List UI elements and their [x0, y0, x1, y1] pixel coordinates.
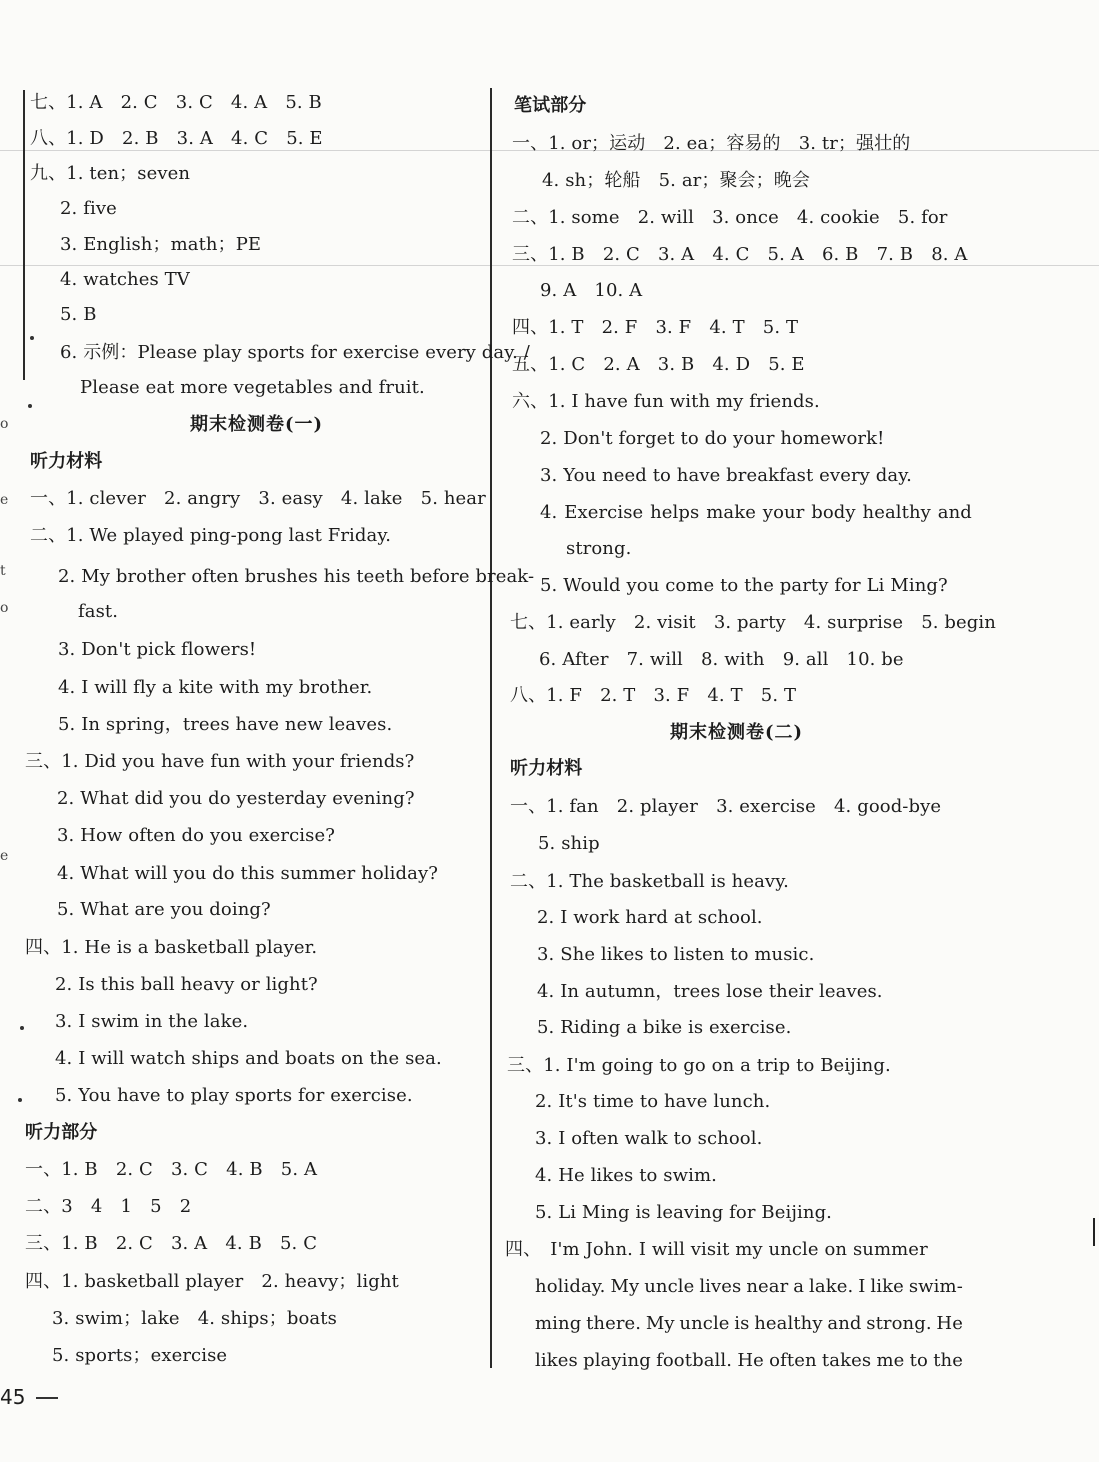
answer-line: 3. She likes to listen to music. [537, 944, 815, 965]
answer-line: 五、1. C 2. A 3. B 4. D 5. E [512, 354, 805, 375]
answer-line: 六、1. I have fun with my friends. [512, 391, 820, 412]
answer-line: 四、 I'm John. I will visit my uncle on summer [505, 1239, 928, 1260]
word: helps [650, 502, 700, 523]
scan-dot [20, 1026, 24, 1030]
answer-line: 4. sh；轮船 5. ar；聚会；晚会 [542, 170, 810, 191]
answer-line: 2. It's time to have lunch. [535, 1091, 771, 1112]
answer-line: 3. Don't pick flowers! [58, 639, 257, 660]
answer-line: 4. He likes to swim. [535, 1165, 717, 1186]
margin-letter: o [0, 600, 9, 616]
word: likes [535, 1350, 578, 1371]
word: and [827, 1313, 862, 1334]
answer-line: 三、1. B 2. C 3. A 4. B 5. C [25, 1233, 318, 1254]
answer-line: 3. I swim in the lake. [55, 1011, 249, 1032]
answer-line: 9. A 10. A [540, 280, 643, 301]
word: My [645, 1313, 675, 1334]
answer-line: 5. Riding a bike is exercise. [537, 1017, 792, 1038]
subsection-title: 听力材料 [30, 451, 103, 472]
answer-line: 四、1. T 2. F 3. F 4. T 5. T [512, 317, 799, 338]
answer-line [535, 1349, 963, 1373]
word: takes [821, 1350, 872, 1371]
answer-line: 三、1. B 2. C 3. A 4. C 5. A 6. B 7. B 8. A [512, 244, 968, 265]
answer-line: 4. In autumn，trees lose their leaves. [537, 981, 883, 1002]
page-number-dash [36, 1397, 58, 1399]
answer-line: 5. ship [538, 833, 600, 854]
word: make [706, 502, 756, 523]
answer-line: 2. I work hard at school. [537, 907, 763, 928]
answer-line: 6. 示例：Please play sports for exercise every day. / [60, 342, 530, 363]
margin-letter: e [0, 492, 9, 508]
answer-line: 4. I will fly a kite with my brother. [58, 677, 373, 698]
word: strong. [866, 1313, 932, 1334]
word: I [858, 1276, 866, 1297]
word: the [933, 1350, 963, 1371]
answer-line: 2. five [60, 198, 117, 219]
margin-letter: o [0, 416, 9, 432]
answer-line: 八、1. F 2. T 3. F 4. T 5. T [510, 685, 797, 706]
answer-line: 2. Don't forget to do your homework! [540, 428, 885, 449]
answer-line: 八、1. D 2. B 3. A 4. C 5. E [30, 128, 323, 149]
answer-line: 3. English；math；PE [60, 234, 262, 255]
word: your [762, 502, 805, 523]
answer-line: 一、1. fan 2. player 3. exercise 4. good-bye [510, 796, 942, 817]
answer-line [535, 1275, 963, 1299]
answer-line: 5. In spring，trees have new leaves. [58, 714, 393, 735]
subsection-title: 听力部分 [25, 1122, 98, 1143]
answer-line: 一、1. clever 2. angry 3. easy 4. lake 5. hear [30, 488, 486, 509]
answer-line: 3. swim；lake 4. ships；boats [52, 1308, 337, 1329]
answer-line: fast. [78, 601, 119, 622]
word: 4. [540, 502, 558, 523]
column-divider [490, 88, 492, 1368]
word: uncle [679, 1313, 730, 1334]
right-edge-mark [1093, 1218, 1095, 1246]
answer-line: 6. After 7. will 8. with 9. all 10. be [539, 649, 904, 670]
answer-line: 4. What will you do this summer holiday? [57, 863, 438, 884]
word: is [734, 1313, 750, 1334]
answer-line: 3. I often walk to school. [535, 1128, 763, 1149]
word: and [937, 502, 972, 523]
answer-line: 2. Is this ball heavy or light? [55, 974, 318, 995]
word: me [876, 1350, 905, 1371]
answer-line: 4. I will watch ships and boats on the sea. [55, 1048, 442, 1069]
answer-line: 5. sports；exercise [52, 1345, 228, 1366]
answer-line: 二、3 4 1 5 2 [25, 1196, 192, 1217]
answer-line: 5. Would you come to the party for Li Ming? [540, 575, 948, 596]
word: He [936, 1313, 963, 1334]
word: near [746, 1276, 789, 1297]
word: healthy [862, 502, 931, 523]
word: My [610, 1276, 640, 1297]
word: He [737, 1350, 764, 1371]
answer-line: 二、1. We played ping-pong last Friday. [30, 525, 392, 546]
word: ming [535, 1313, 582, 1334]
subsection-title: 笔试部分 [514, 95, 587, 116]
scan-dot [30, 336, 34, 340]
margin-letter: e [0, 848, 9, 864]
section-heading: 期末检测卷(一) [190, 414, 324, 435]
answer-line: 2. What did you do yesterday evening? [57, 788, 415, 809]
word: body [811, 502, 856, 523]
word: lives [699, 1276, 742, 1297]
word: uncle [644, 1276, 695, 1297]
answer-line [535, 1312, 963, 1336]
scan-dot [28, 404, 32, 408]
answer-line: 三、1. I'm going to go on a trip to Beijing. [507, 1055, 891, 1076]
answer-line: Please eat more vegetables and fruit. [80, 377, 425, 398]
word: to [909, 1350, 928, 1371]
left-column-rule [23, 90, 25, 380]
word: a [793, 1276, 805, 1297]
answer-line: 3. You need to have breakfast every day. [540, 465, 912, 486]
answer-line: 二、1. some 2. will 3. once 4. cookie 5. for [512, 207, 948, 228]
margin-letter: t [0, 563, 6, 579]
word: Exercise [564, 502, 644, 523]
subsection-title: 听力材料 [510, 758, 583, 779]
answer-line [540, 501, 972, 525]
answer-line: 四、1. He is a basketball player. [25, 937, 318, 958]
answer-line: 5. B [60, 304, 97, 325]
word: football. [656, 1350, 733, 1371]
word: like [870, 1276, 904, 1297]
answer-line: 5. What are you doing? [57, 899, 271, 920]
answer-line: 七、1. early 2. visit 3. party 4. surprise 5. begin [510, 612, 996, 633]
answer-line: strong. [566, 538, 632, 559]
answer-line: 四、1. basketball player 2. heavy；light [25, 1271, 399, 1292]
answer-line: 九、1. ten；seven [30, 163, 191, 184]
answer-line: 5. You have to play sports for exercise. [55, 1085, 413, 1106]
answer-line: 三、1. Did you have fun with your friends? [25, 751, 415, 772]
word: swim- [908, 1276, 963, 1297]
word: playing [583, 1350, 651, 1371]
section-heading: 期末检测卷(二) [670, 722, 804, 743]
answer-line: 二、1. The basketball is heavy. [510, 871, 789, 892]
answer-line: 七、1. A 2. C 3. C 4. A 5. B [30, 92, 322, 113]
answer-line: 5. Li Ming is leaving for Beijing. [535, 1202, 833, 1223]
answer-line: 4. watches TV [60, 269, 190, 290]
word: healthy [754, 1313, 823, 1334]
word: often [769, 1350, 817, 1371]
page-number: 45 [0, 1385, 26, 1409]
scan-dot [18, 1098, 22, 1102]
word: holiday. [535, 1276, 606, 1297]
answer-line: 一、1. or；运动 2. ea；容易的 3. tr；强壮的 [512, 133, 911, 154]
word: lake. [809, 1276, 854, 1297]
answer-line: 2. My brother often brushes his teeth before break- [58, 566, 535, 587]
answer-line: 3. How often do you exercise? [57, 825, 335, 846]
answer-line: 一、1. B 2. C 3. C 4. B 5. A [25, 1159, 318, 1180]
word: there. [586, 1313, 642, 1334]
